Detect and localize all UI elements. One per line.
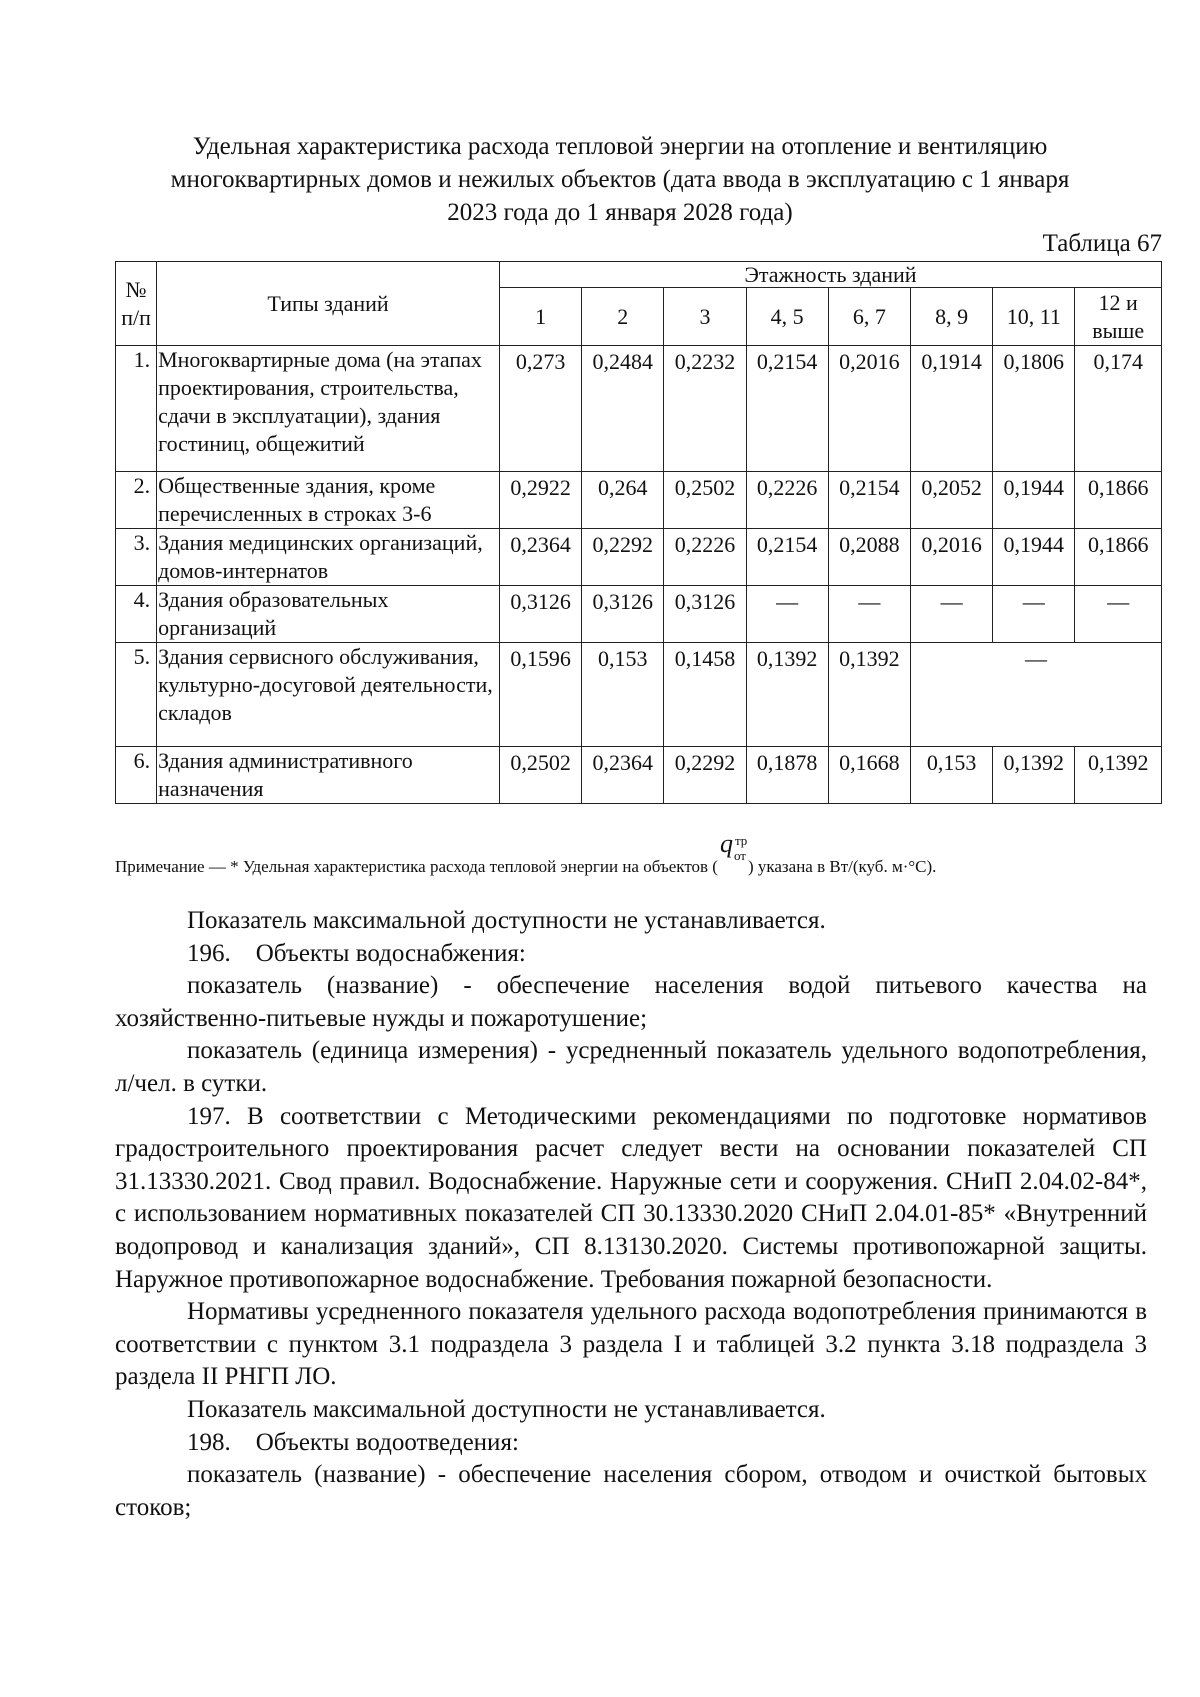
value-cell: 0,2016: [828, 346, 910, 472]
value-cell: 0,1944: [993, 529, 1075, 586]
table-row: [116, 586, 1162, 643]
header-floor-5: 8, 9: [910, 288, 992, 346]
value-cell: 0,2922: [499, 472, 581, 529]
table-row: [116, 529, 1162, 586]
paragraph: 197. В соответствии с Методическими рекомендациями по подготовке нормативов градостроительного проектирования расчет следует вести на основании показателей СП 31.13330.2021. Свод правил. Водоснабжение. Наружные сети и сооружения. СНиП 2.04.02-84*, с использованием нормативных показателей СП 30.13330.2020 СНиП 2.04.01-85* «Внутренний водопровод и канализация зданий», СП 8.13130.2020. Системы противопожарной защиты. Наружное противопожарное водоснабжение. Требования пожарной безопасности.: [115, 1102, 1147, 1293]
value-cell: 0,2232: [664, 346, 746, 472]
value-cell: 0,3126: [664, 586, 746, 643]
table-row: [116, 747, 1162, 804]
value-cell: 0,2364: [582, 747, 664, 804]
value-cell: —: [828, 586, 910, 643]
value-cell: 0,2226: [664, 529, 746, 586]
table-label: Таблица 67: [1042, 230, 1162, 257]
paragraph: показатель (название) - обеспечение населения сбором, отводом и очисткой бытовых стоков;: [115, 1461, 1147, 1521]
value-cell: 0,2052: [910, 472, 992, 529]
note-prefix: Примечание — * Удельная характеристика расхода тепловой энергии на объектов (: [115, 857, 718, 876]
table-row: [116, 472, 1162, 529]
q-symbol-letter: q: [719, 829, 733, 858]
value-cell: 0,1392: [1075, 747, 1162, 804]
value-cell: 0,273: [499, 346, 581, 472]
merged-value-cell: —: [910, 643, 1161, 747]
q-symbol-subscript: от: [733, 848, 746, 863]
q-symbol: [718, 829, 748, 872]
value-cell: 0,2154: [746, 529, 828, 586]
building-type: Здания образовательных организаций: [157, 586, 500, 643]
header-floor-2: 3: [664, 288, 746, 346]
value-cell: 0,2364: [499, 529, 581, 586]
value-cell: 0,3126: [582, 586, 664, 643]
value-cell: 0,153: [910, 747, 992, 804]
value-cell: 0,1866: [1075, 472, 1162, 529]
value-cell: 0,2226: [746, 472, 828, 529]
paragraph: показатель (единица измерения) - усредненный показатель удельного водопотребления, л/чел. в сутки.: [115, 1037, 1147, 1097]
value-cell: 0,2016: [910, 529, 992, 586]
value-cell: 0,2502: [499, 747, 581, 804]
note-suffix: ) указана в Вт/(куб. м·°С).: [747, 857, 937, 876]
header-building-type: Типы зданий: [157, 262, 500, 346]
row-number: 3.: [116, 529, 157, 586]
value-cell: —: [746, 586, 828, 643]
value-cell: 0,153: [582, 643, 664, 747]
paragraph: 198. Объекты водоотведения:: [187, 1428, 519, 1456]
value-cell: —: [993, 586, 1075, 643]
row-number: 5.: [116, 643, 157, 747]
value-cell: 0,174: [1075, 346, 1162, 472]
value-cell: 0,1458: [664, 643, 746, 747]
header-floor-7: 12 и выше: [1075, 288, 1162, 346]
value-cell: 0,1392: [746, 643, 828, 747]
header-num: № п/п: [116, 262, 157, 346]
header-floor-1: 2: [582, 288, 664, 346]
building-type: Здания медицинских организаций, домов-интернатов: [157, 529, 500, 586]
value-cell: 0,2484: [582, 346, 664, 472]
table-row: [116, 643, 1162, 747]
heat-characteristic-table: [115, 261, 1162, 804]
paragraph: 196. Объекты водоснабжения:: [187, 939, 526, 967]
row-number: 6.: [116, 747, 157, 804]
value-cell: 0,3126: [499, 586, 581, 643]
row-number: 4.: [116, 586, 157, 643]
value-cell: 0,1668: [828, 747, 910, 804]
paragraph: Показатель максимальной доступности не устанавливается.: [187, 907, 826, 934]
value-cell: 0,1596: [499, 643, 581, 747]
paragraph: Показатель максимальной доступности не устанавливается.: [187, 1395, 826, 1423]
value-cell: 0,2292: [664, 747, 746, 804]
header-floor-4: 6, 7: [828, 288, 910, 346]
paragraph: показатель (название) - обеспечение населения водой питьевого качества на хозяйственно-питьевые нужды и пожаротушение;: [115, 972, 1147, 1032]
building-type: Многоквартирные дома (на этапах проектирования, строительства, сдачи в эксплуатации), здания гостиниц, общежитий: [157, 346, 500, 472]
header-floors: Этажность зданий: [499, 262, 1161, 288]
value-cell: 0,2154: [746, 346, 828, 472]
building-type: Здания сервисного обслуживания, культурно-досуговой деятельности, складов: [157, 643, 500, 747]
building-type: Здания административного назначения: [157, 747, 500, 804]
value-cell: 0,2088: [828, 529, 910, 586]
value-cell: 0,264: [582, 472, 664, 529]
value-cell: 0,1878: [746, 747, 828, 804]
q-symbol-superscript: тр: [734, 833, 748, 848]
value-cell: 0,2502: [664, 472, 746, 529]
value-cell: 0,1392: [828, 643, 910, 747]
row-number: 1.: [116, 346, 157, 472]
value-cell: 0,1866: [1075, 529, 1162, 586]
table-note: [115, 829, 937, 879]
header-floor-0: 1: [499, 288, 581, 346]
document-title: Удельная характеристика расхода тепловой энергии на отопление и вентиляцию многоквартирных домов и нежилых объектов (дата ввода в эксплуатацию с 1 января 2023 года до 1 января 2028 года): [170, 133, 1070, 226]
value-cell: —: [1075, 586, 1162, 643]
value-cell: 0,1914: [910, 346, 992, 472]
value-cell: 0,2292: [582, 529, 664, 586]
row-number: 2.: [116, 472, 157, 529]
value-cell: 0,2154: [828, 472, 910, 529]
value-cell: 0,1806: [993, 346, 1075, 472]
value-cell: —: [910, 586, 992, 643]
header-floor-6: 10, 11: [993, 288, 1075, 346]
building-type: Общественные здания, кроме перечисленных в строках 3-6: [157, 472, 500, 529]
table-row: [116, 346, 1162, 472]
value-cell: 0,1392: [993, 747, 1075, 804]
header-floor-3: 4, 5: [746, 288, 828, 346]
paragraph: Нормативы усредненного показателя удельного расхода водопотребления принимаются в соответствии с пунктом 3.1 подраздела 3 раздела I и таблицей 3.2 пункта 3.18 подраздела 3 раздела II РНГП ЛО.: [115, 1298, 1147, 1391]
value-cell: 0,1944: [993, 472, 1075, 529]
body-text: [115, 905, 1147, 1524]
